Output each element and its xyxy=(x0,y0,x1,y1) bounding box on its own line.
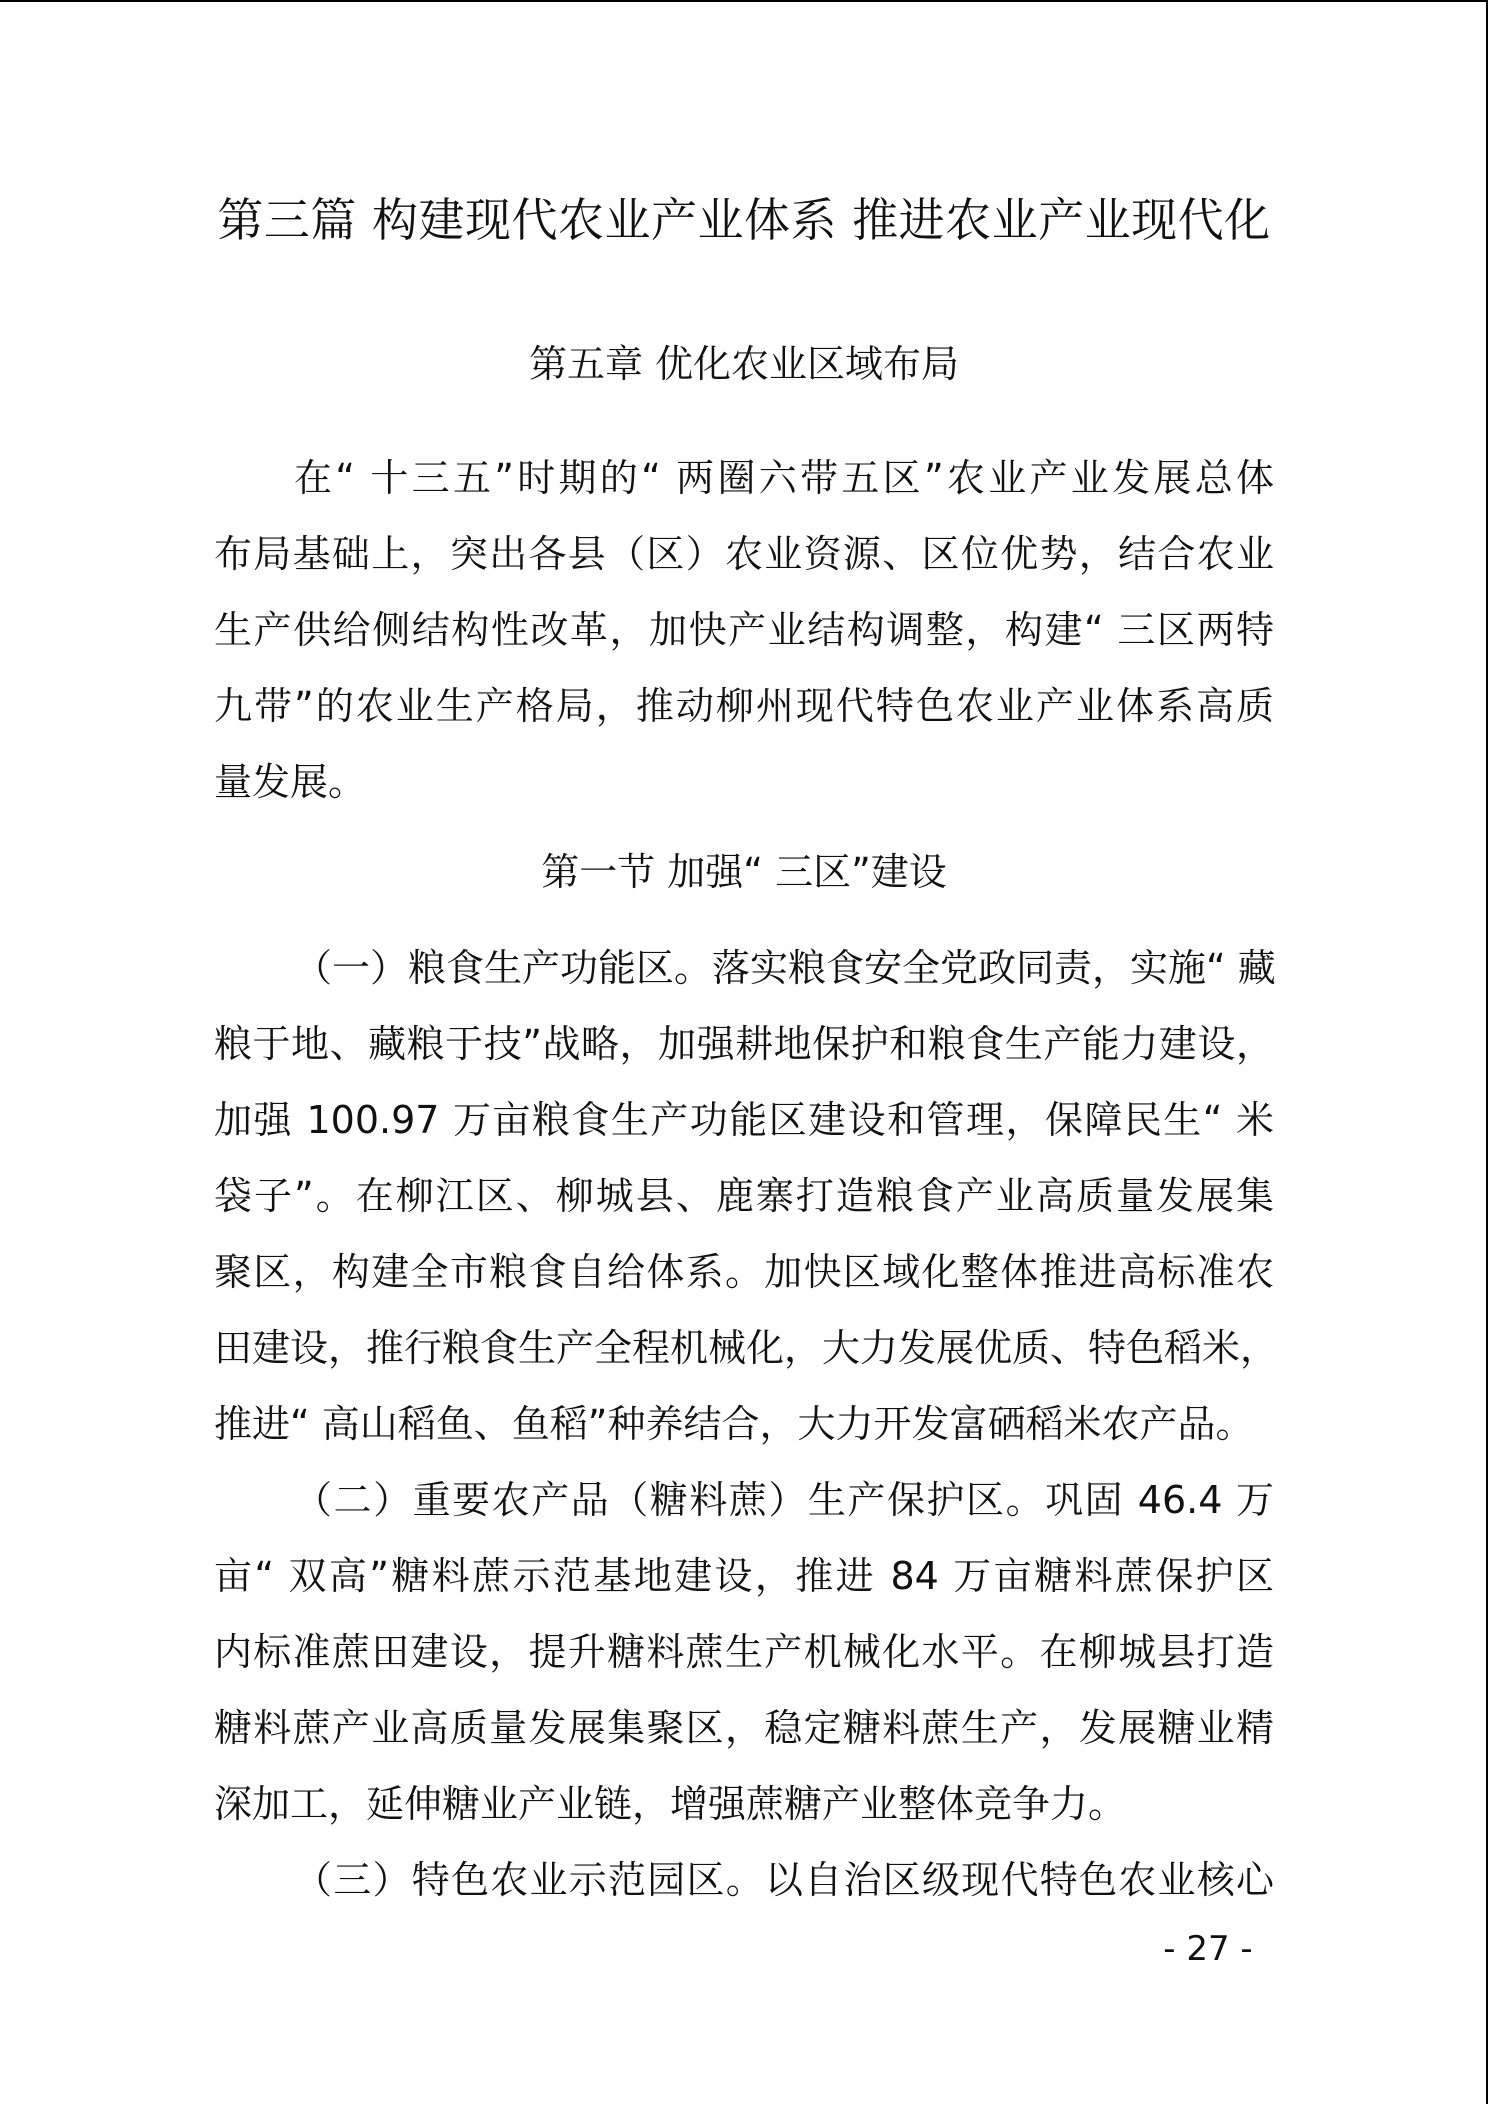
grain-zone-paragraph xyxy=(214,930,1279,1462)
paragraph-line: 内标准蔗田建设，提升糖料蔗生产机械化水平。在柳城县打造 xyxy=(214,1630,1274,1674)
paragraph-line: 聚区，构建全市粮食自给体系。加快区域化整体推进高标准农 xyxy=(214,1250,1274,1294)
paragraph-line: （一）粮食生产功能区。落实粮食安全党政同责，实施“ 藏 xyxy=(294,946,1276,990)
paragraph-line: 深加工，延伸糖业产业链，增强蔗糖产业整体竞争力。 xyxy=(214,1782,1127,1826)
paragraph-line: 糖料蔗产业高质量发展集聚区，稳定糖料蔗生产，发展糖业精 xyxy=(214,1706,1274,1750)
paragraph-line: 加强 100.97 万亩粮食生产功能区建设和管理，保障民生“ 米 xyxy=(214,1098,1274,1142)
paragraph-line: （三）特色农业示范园区。以自治区级现代特色农业核心 xyxy=(294,1858,1274,1902)
page-number: - 27 - xyxy=(1163,1929,1253,1969)
intro-paragraph xyxy=(214,440,1274,820)
paragraph-line: 量发展。 xyxy=(214,760,367,804)
section-title: 第一节 加强“ 三区”建设 xyxy=(541,850,947,894)
paragraph-line: 袋子”。在柳江区、柳城县、鹿寨打造粮食产业高质量发展集 xyxy=(214,1174,1274,1218)
part-title: 第三篇 构建现代农业产业体系 推进农业产业现代化 xyxy=(217,193,1271,247)
paragraph-line: 生产供给侧结构性改革，加快产业结构调整，构建“ 三区两特 xyxy=(214,608,1274,652)
sugarcane-zone-paragraph xyxy=(214,1462,1274,1842)
paragraph-line: 在“ 十三五”时期的“ 两圈六带五区”农业产业发展总体 xyxy=(294,456,1274,500)
paragraph-line: 亩“ 双高”糖料蔗示范基地建设，推进 84 万亩糖料蔗保护区 xyxy=(214,1554,1274,1598)
paragraph-line: 九带”的农业生产格局，推动柳州现代特色农业产业体系高质 xyxy=(214,684,1274,728)
chapter-title: 第五章 优化农业区域布局 xyxy=(528,342,960,386)
demo-park-paragraph xyxy=(214,1842,1274,1918)
paragraph-line: 布局基础上，突出各县（区）农业资源、区位优势，结合农业 xyxy=(214,532,1274,576)
paragraph-line: 粮于地、藏粮于技”战略，加强耕地保护和粮食生产能力建设， xyxy=(214,1022,1274,1066)
paragraph-line: 推进“ 高山稻鱼、鱼稻”种养结合，大力开发富硒稻米农产品。 xyxy=(214,1402,1254,1446)
paragraph-line: （二）重要农产品（糖料蔗）生产保护区。巩固 46.4 万 xyxy=(294,1478,1274,1522)
paragraph-line: 田建设，推行粮食生产全程机械化，大力发展优质、特色稻米， xyxy=(214,1326,1279,1370)
page-top-border xyxy=(0,0,1488,2)
